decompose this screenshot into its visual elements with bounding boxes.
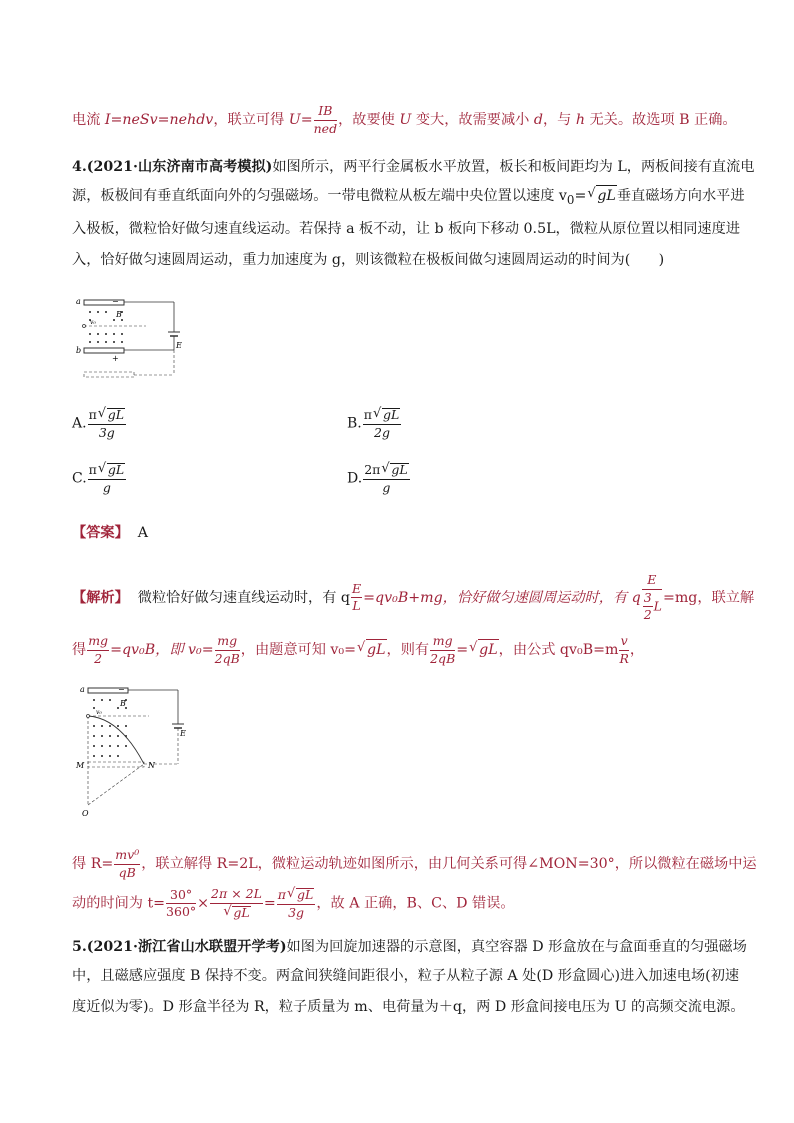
question-5-line-2: 中，且磁感应强度 B 保持不变。两盒间狭缝间距很小，粒子从粒子源 A 处(D 形盒圆心)进入加速电场(初速: [72, 968, 740, 984]
label-B: B: [116, 310, 122, 319]
label-v0: v₀: [90, 319, 96, 326]
option-b: B. $\frac{\pi√ gL}{2g}$: [347, 408, 402, 439]
label-minus: −: [118, 685, 125, 694]
analysis-line-1: 【解析】 微粒恰好做匀速直线运动时，有 q $\frac{E}{L}$ =qv₀B+mg，恰好做匀速圆周运动时，有 q E $\frac{3}{2}$ L =mg，联立解: [72, 572, 755, 622]
question-4-line-4: 入，恰好做匀速圆周运动，重力加速度为 g，则该微粒在极板间做匀速圆周运动的时间为( ): [72, 252, 665, 268]
label-E: E: [180, 729, 186, 738]
option-a: A. $\frac{\pi√ gL}{3g}$: [72, 408, 127, 439]
option-d: D. $\frac{2\pi√ gL}{g}$: [347, 463, 411, 494]
analysis-label: 【解析】: [72, 589, 129, 606]
answer-value: A: [137, 525, 149, 541]
figure-plates-circuit: [74, 290, 194, 390]
option-c: C. $\frac{\pi√ gL}{g}$: [72, 463, 127, 494]
label-O: O: [82, 809, 89, 818]
label-plus: +: [112, 354, 119, 363]
question-5-source: 5.(2021·浙江省山水联盟开学考): [72, 939, 287, 955]
question-5-line-3: 度近似为零)。D 形盒半径为 R，粒子质量为 m、电荷量为＋q，两 D 形盒间接电压为 U 的高频交流电源。: [72, 999, 745, 1015]
question-4-line-3: 入极板，微粒恰好做匀速直线运动。若保持 a 板不动，让 b 板向下移动 0.5L，微粒从原位置以相同速度进: [72, 221, 740, 237]
label-minus: −: [112, 297, 119, 306]
figure-trajectory: [74, 680, 204, 820]
label-N: N: [148, 761, 155, 770]
intro-conclusion-line: 电流 I=neSv=nehdv，联立可得 U= $\frac{IB}{\text{ned}}$ ，故要使 U 变大，故需要减小 d，与 h 无关。故选项 B 正确。: [72, 103, 737, 136]
analysis-line-2: 得 $\frac{mg}{2}$ =qv₀B，即 v₀= $\frac{mg}{2qB}$ ，由题意可知 v₀=√ gL，则有 $\frac{mg}{2qB}$ =√ gL，由公式 qv₀B=m $\frac{v}{R}$ ，: [72, 635, 644, 665]
fraction-IB-ned: $\frac{IB}{\text{ned}}$: [313, 103, 338, 136]
analysis-line-3: 得 R= $\frac{\text{mv⁰}}{qB}$ ，联立解得 R=2L，微粒运动轨迹如图所示，由几何关系可得∠MON=30°，所以微粒在磁场中运: [72, 847, 757, 880]
label-E: E: [176, 341, 182, 350]
answer-line: [72, 523, 148, 543]
analysis-line-4: 动的时间为 t= $\frac{30^\circ}{360^\circ}$ × 2π × 2L √ gL = $\frac{\pi√ gL}{3g}$ ，故 A 正确，B、C、D 错误。: [72, 888, 515, 919]
question-4-line-1: 4.(2021·山东济南市高考模拟)如图所示，两平行金属板水平放置，板长和板间距均为 L，两板间接有直流电: [72, 159, 755, 175]
label-a: a: [76, 297, 81, 306]
question-5-line-1: 5.(2021·浙江省山水联盟开学考)如图为回旋加速器的示意图，真空容器 D 形盒放在与盒面垂直的匀强磁场: [72, 939, 747, 955]
question-4-line-2: 源，板极间有垂直纸面向外的匀强磁场。一带电微粒从板左端中央位置以速度 $v_0=√$ gL垂直磁场方向水平进: [72, 185, 745, 210]
label-b: b: [76, 346, 82, 355]
label-M: M: [76, 761, 85, 770]
answer-label: 【答案】: [72, 525, 129, 541]
question-4-source: 4.(2021·山东济南市高考模拟): [72, 159, 273, 175]
label-B: B: [120, 699, 126, 708]
label-a: a: [80, 685, 85, 694]
label-v0: v₀: [96, 709, 102, 716]
